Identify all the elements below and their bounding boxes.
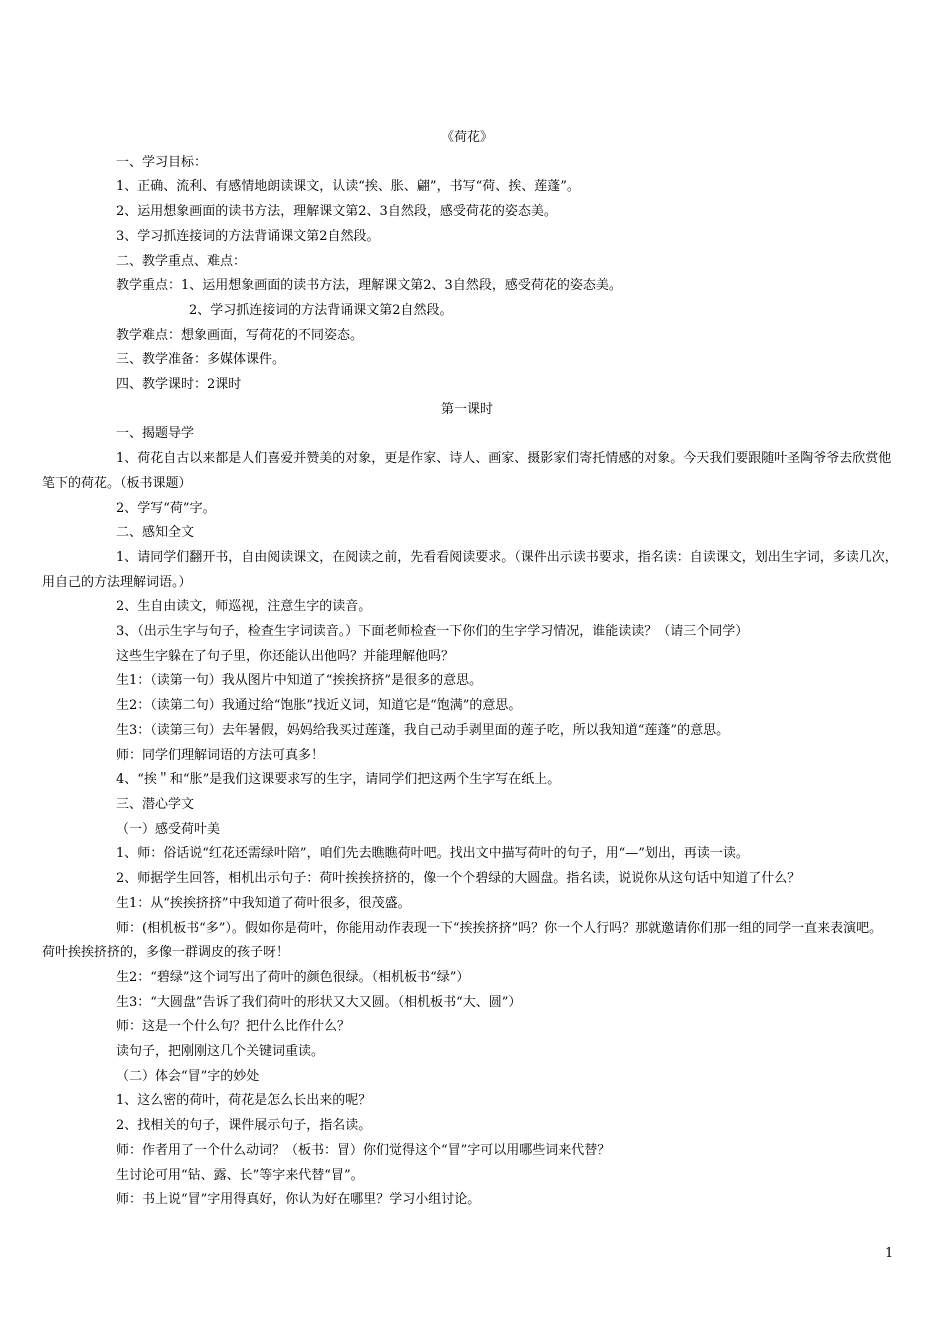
body-line: 生2：（读第二句）我通过给“饱胀”找近义词，知道它是“饱满”的意思。 [116, 698, 522, 714]
body-paragraph: 1、荷花自古以来都是人们喜爱并赞美的对象，更是作家、诗人、画家、摄影家们寄托情感的对象。今天我们要跟随叶圣陶爷爷去欣赏他笔下的荷花。（板书课题） [42, 451, 892, 491]
preparation-line: 三、教学准备：多媒体课件。 [116, 352, 286, 368]
body-line: 1、师：俗话说“红花还需绿叶陪”，咱们先去瞧瞧荷叶吧。找出文中描写荷叶的句子，用“—”划出，再读一读。 [116, 846, 749, 862]
body-line: 师：同学们理解词语的方法可真多！ [116, 747, 325, 763]
page-number: 1 [885, 1246, 894, 1261]
body-line: 2、找相关的句子，课件展示句子，指名读。 [116, 1118, 372, 1134]
section-heading: 二、感知全文 [116, 525, 195, 541]
body-line: 2、学写“荷”字。 [116, 500, 216, 516]
class-hours-line: 四、教学课时：2课时 [116, 377, 242, 393]
body-line: 师：作者用了一个什么动词？（板书：冒）你们觉得这个“冒”字可以用哪些词来代替？ [116, 1142, 611, 1158]
body-line: 生1：（读第一句）我从图片中知道了“挨挨挤挤”是很多的意思。 [116, 673, 483, 689]
body-line: 4、“挨＂和“胀”是我们这课要求写的生字，请同学们把这两个生字写在纸上。 [116, 772, 561, 788]
body-line: 1、这么密的荷叶，荷花是怎么长出来的呢？ [116, 1093, 372, 1109]
body-line: 生讨论可用“钻、露、长”等字来代替“冒”。 [116, 1167, 364, 1183]
body-line: 生3：“大圆盘”告诉了我们荷叶的形状又大又圆。（相机板书“大、圆”） [116, 994, 522, 1010]
section-heading-objectives: 一、学习目标： [116, 154, 208, 170]
body-paragraph: 师：(相机板书“多”）。假如你是荷叶，你能用动作表现一下“挨挨挤挤”吗？你一个人行吗？那就邀请你们那一组的同学一直来表演吧。 荷叶挨挨挤挤的，多像一群调皮的孩子呀！ [42, 920, 883, 961]
key-point-line: 2、学习抓连接词的方法背诵课文第2自然段。 [189, 302, 453, 318]
body-line: 师：书上说“冒”字用得真好，你认为好在哪里？学习小组讨论。 [116, 1192, 481, 1208]
difficulty-line: 教学难点：想象画面，写荷花的不同姿态。 [116, 327, 364, 343]
body-paragraph: 1、请同学们翻开书，自由阅读课文，在阅读之前，先看看阅读要求。（课件出示读书要求，指名读：自读课文，划出生字词，多读几次，用自己的方法理解词语。） [42, 549, 898, 590]
section-heading-key-points: 二、教学重点、难点： [116, 253, 247, 269]
objective-line: 1、正确、流利、有感情地朗读课文，认读“挨、胀、翩”，书写“荷、挨、莲蓬”。 [116, 179, 580, 195]
body-line: 2、生自由读文，师巡视，注意生字的读音。 [116, 599, 372, 615]
key-point-line: 教学重点：1、运用想象画面的读书方法，理解课文第2、3自然段，感受荷花的姿态美。 [116, 278, 622, 294]
objective-line: 2、运用想象画面的读书方法，理解课文第2、3自然段，感受荷花的姿态美。 [116, 204, 557, 220]
body-line: 生2：“碧绿”这个词写出了荷叶的颜色很绿。（相机板书“绿”） [116, 969, 470, 985]
document-body [42, 126, 898, 1213]
subsection-heading: （一）感受荷叶美 [116, 821, 221, 837]
body-line: 师：这是一个什么句？把什么比作什么？ [116, 1019, 351, 1035]
lesson-heading: 第一课时 [440, 401, 493, 417]
section-heading: 一、揭题导学 [116, 426, 195, 442]
section-heading: 三、潜心学文 [116, 796, 195, 812]
body-line: 生1：从“挨挨挤挤”中我知道了荷叶很多，很茂盛。 [116, 895, 411, 911]
body-line: 读句子，把刚刚这几个关键词重读。 [116, 1044, 325, 1060]
document-title: 《荷花》 [440, 130, 493, 145]
objective-line: 3、学习抓连接词的方法背诵课文第2自然段。 [116, 228, 380, 244]
body-line: 2、师据学生回答，相机出示句子：荷叶挨挨挤挤的，像一个个碧绿的大圆盘。指名读，说说你从这句话中知道了什么？ [116, 871, 801, 887]
body-line: 生3：（读第三句）去年暑假，妈妈给我买过莲蓬，我自己动手剥里面的莲子吃，所以我知道“莲蓬”的意思。 [116, 722, 730, 738]
body-line: 这些生字躲在了句子里，你还能认出他吗？并能理解他吗？ [116, 648, 455, 664]
body-line: 3、（出示生字与句子，检查生字词读音。）下面老师检查一下你们的生字学习情况，谁能读读？（请三个同学） [116, 624, 749, 640]
subsection-heading: （二）体会“冒”字的妙处 [116, 1068, 260, 1084]
